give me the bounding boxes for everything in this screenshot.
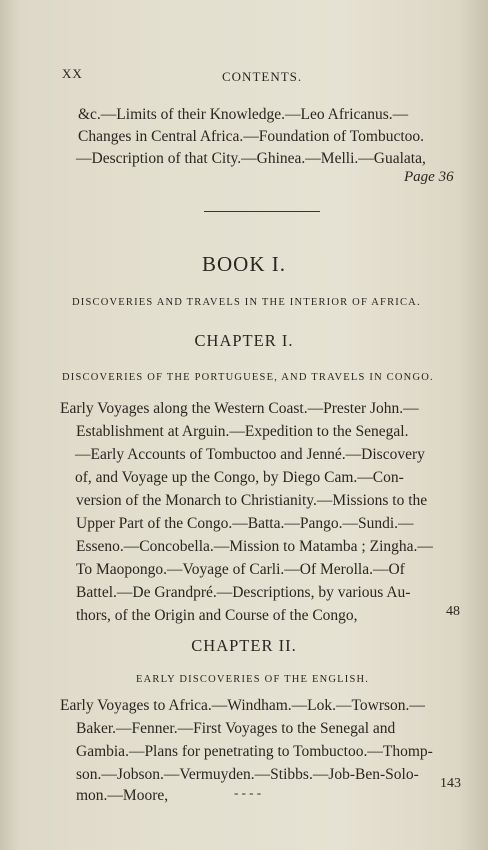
chapter-1-line: Establishment at Arguin.—Expedition to the Senegal. bbox=[76, 423, 409, 440]
chapter-2-subtitle: EARLY DISCOVERIES OF THE ENGLISH. bbox=[136, 674, 370, 685]
chapter-1-page-number: 48 bbox=[446, 604, 460, 619]
chapter-1-line: —Early Accounts of Tombuctoo and Jenné.—Discovery bbox=[75, 446, 425, 463]
chapter-2-line: son.—Jobson.—Vermuyden.—Stibbs.—Job-Ben-Solo- bbox=[76, 766, 419, 783]
book-subtitle: DISCOVERIES AND TRAVELS IN THE INTERIOR OF AFRICA. bbox=[72, 297, 421, 308]
chapter-1-line: version of the Monarch to Christianity.—Missions to the bbox=[76, 492, 428, 509]
chapter-1-line: of, and Voyage up the Congo, by Diego Cam.—Con- bbox=[75, 469, 404, 486]
intro-line: &c.—Limits of their Knowledge.—Leo Africanus.— bbox=[78, 106, 409, 123]
chapter-1-title: CHAPTER I. bbox=[194, 331, 294, 350]
chapter-2-line: Gambia.—Plans for penetrating to Tombuctoo.—Thomp- bbox=[76, 743, 433, 760]
chapter-1-line: To Maopongo.—Voyage of Carli.—Of Merolla.—Of bbox=[76, 561, 405, 578]
page-number: XX bbox=[62, 66, 83, 81]
chapter-1-line: Upper Part of the Congo.—Batta.—Pango.—Sundi.— bbox=[76, 515, 414, 532]
intro-page-ref: Page 36 bbox=[404, 169, 454, 185]
chapter-1-line: Esseno.—Concobella.—Mission to Matamba ; Zingha.— bbox=[76, 538, 433, 555]
intro-line: —Description of that City.—Ghinea.—Melli.—Gualata, bbox=[76, 150, 426, 167]
chapter-2-page-number: 143 bbox=[440, 776, 461, 791]
chapter-2-line: mon.—Moore, bbox=[76, 787, 169, 804]
section-divider bbox=[204, 211, 320, 212]
chapter-2-line: Early Voyages to Africa.—Windham.—Lok.—Towrson.— bbox=[60, 697, 425, 714]
chapter-1-subtitle: DISCOVERIES OF THE PORTUGUESE, AND TRAVELS IN CONGO. bbox=[62, 372, 434, 383]
running-header: CONTENTS. bbox=[222, 69, 303, 84]
chapter-1-line: thors, of the Origin and Course of the Congo, bbox=[76, 607, 358, 624]
chapter-2-leaders: - - - - bbox=[234, 785, 262, 800]
intro-line: Changes in Central Africa.—Foundation of Tombuctoo. bbox=[78, 128, 425, 145]
book-title: BOOK I. bbox=[202, 252, 286, 276]
chapter-2-title: CHAPTER II. bbox=[191, 636, 297, 655]
chapter-2-line: Baker.—Fenner.—First Voyages to the Senegal and bbox=[76, 720, 396, 737]
chapter-1-line: Early Voyages along the Western Coast.—Prester John.— bbox=[60, 400, 419, 417]
chapter-1-line: Battel.—De Grandpré.—Descriptions, by various Au- bbox=[76, 584, 411, 601]
